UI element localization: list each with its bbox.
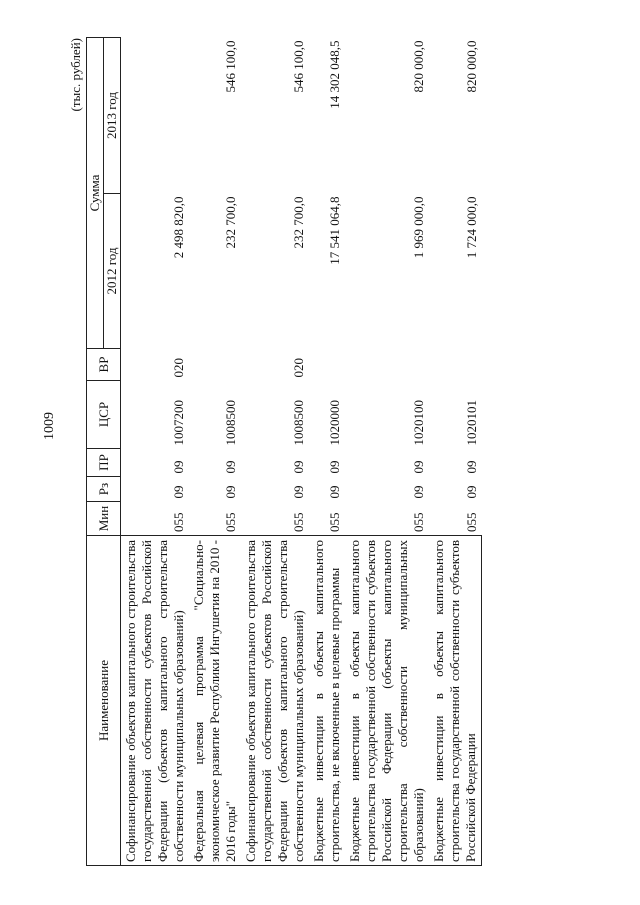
row-pr: 09 — [223, 460, 238, 474]
row-csr: 1008500 — [291, 400, 306, 446]
budget-table — [86, 37, 482, 866]
units-note: (тыс. рублей) — [68, 38, 83, 112]
row-name: Софинансирование объектов капитального строительства государственной собственности субъектов Российской Федерации (объектов капитального строительства собственности муниципальных образований) — [241, 536, 309, 866]
row-csr: 1007200 — [171, 400, 186, 446]
row-vr: 020 — [171, 358, 186, 378]
row-sum-2012: 232 700,0 — [223, 196, 238, 249]
row-csr: 1020101 — [463, 400, 479, 446]
header-pr: ПР — [87, 449, 121, 477]
table-header — [87, 38, 121, 866]
row-csr: 1020000 — [327, 400, 342, 446]
row-rz: 09 — [171, 485, 186, 499]
header-name: Наименование — [87, 536, 121, 866]
header-min: Мин — [87, 502, 121, 536]
row-rz: 09 — [291, 485, 306, 499]
row-vr — [189, 349, 241, 381]
row-pr: 09 — [463, 460, 479, 474]
header-rz: Рз — [87, 477, 121, 502]
row-sum-2013: 546 100,0 — [291, 40, 306, 93]
row-vr — [309, 349, 345, 381]
table-row — [309, 38, 345, 866]
row-min: 055 — [171, 512, 186, 532]
row-pr: 09 — [411, 460, 426, 474]
row-sum-2012: 1 969 000,0 — [411, 196, 426, 259]
header-sum: Сумма — [87, 38, 104, 349]
row-pr: 09 — [327, 460, 342, 474]
row-sum-2013 — [121, 38, 190, 194]
header-vr: ВР — [87, 349, 121, 381]
row-vr: 020 — [291, 358, 306, 378]
header-year-2013: 2013 год — [104, 38, 121, 194]
row-name: Бюджетные инвестиции в объекты капитального строительства, не включенные в целевые программы — [309, 536, 345, 866]
row-name: Софинансирование объектов капитального строительства государственной собственности субъектов Российской Федерации (объектов капитального строительства собственности муниципальных образований) — [121, 536, 190, 866]
row-sum-2013: 14 302 048,5 — [327, 40, 342, 109]
row-sum-2013: 820 000,0 — [463, 40, 479, 93]
row-sum-2013: 820 000,0 — [411, 40, 426, 93]
row-rz: 09 — [411, 485, 426, 499]
table-body — [121, 38, 482, 866]
row-min: 055 — [223, 512, 238, 532]
header-csr: ЦСР — [87, 381, 121, 449]
row-vr — [345, 349, 429, 381]
row-sum-2012: 17 541 064,8 — [327, 196, 342, 265]
row-csr: 1020100 — [411, 400, 426, 446]
row-min: 055 — [463, 512, 479, 532]
row-rz: 09 — [327, 485, 342, 499]
row-sum-2013: 546 100,0 — [223, 40, 238, 93]
row-min: 055 — [327, 512, 342, 532]
row-min: 055 — [411, 512, 426, 532]
row-sum-2012: 1 724 000,0 — [463, 196, 479, 259]
table-row — [429, 38, 482, 866]
row-sum-2012: 2 498 820,0 — [171, 196, 186, 259]
table-row — [241, 38, 309, 866]
row-rz: 09 — [223, 485, 238, 499]
row-pr: 09 — [171, 460, 186, 474]
row-rz: 09 — [463, 485, 479, 499]
row-sum-2012: 232 700,0 — [291, 196, 306, 249]
table-row — [189, 38, 241, 866]
row-name: Бюджетные инвестиции в объекты капитального строительства государственной собственности субъектов Российской Федерации (объекты капитального строительства собственности муниципальных образований) — [345, 536, 429, 866]
row-name: Федеральная целевая программа "Социально-экономическое развитие Республики Ингушетия на 2010 - 2016 годы" — [189, 536, 241, 866]
row-name: Бюджетные инвестиции в объекты капитального строительства государственной собственности субъектов Российской Федерации — [429, 536, 482, 866]
row-pr: 09 — [291, 460, 306, 474]
table-row — [121, 38, 190, 866]
row-csr: 1008500 — [223, 400, 238, 446]
page-number: 1009 — [42, 412, 57, 440]
row-vr — [429, 349, 482, 381]
header-year-2012: 2012 год — [104, 194, 121, 349]
rotated-page-content — [68, 38, 556, 866]
row-min: 055 — [291, 512, 306, 532]
table-row — [345, 38, 429, 866]
